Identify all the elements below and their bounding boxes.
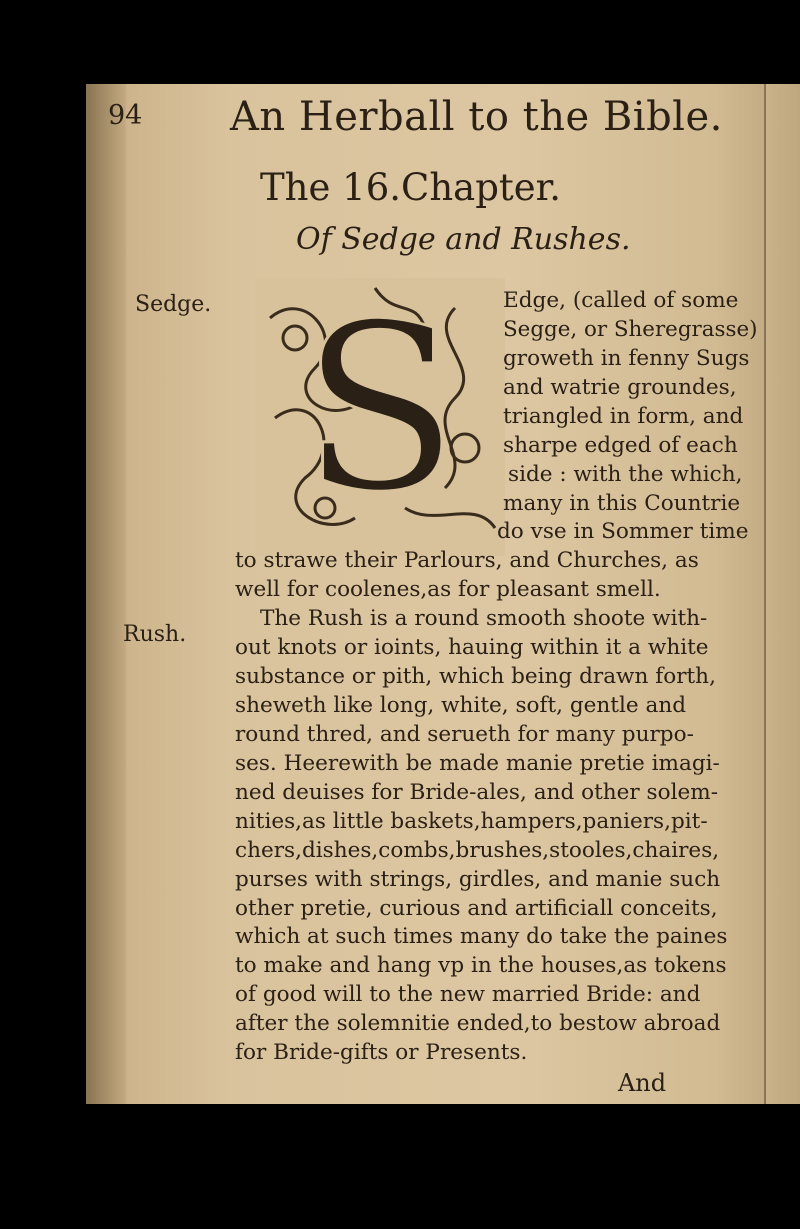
text-line: The Rush is a round smooth shoote with-: [260, 606, 708, 632]
text-line: triangled in form, and: [503, 403, 744, 429]
text-line: out knots or ioints, hauing within it a white: [235, 635, 709, 661]
text-line: other pretie, curious and artificiall conceits,: [235, 895, 718, 921]
text-line: to strawe their Parlours, and Churches, as: [235, 548, 699, 574]
page-number: 94: [108, 100, 143, 131]
adjacent-page-edge: [764, 84, 800, 1104]
text-line: do vse in Sommer time: [497, 519, 749, 545]
text-line: chers,dishes,combs,brushes,stooles,chaires,: [235, 837, 720, 863]
text-line: side : with the which,: [508, 461, 743, 487]
text-line: many in this Countrie: [503, 490, 741, 516]
text-line: Segge, or Sheregrasse): [503, 316, 758, 342]
margin-note-sedge: Sedge.: [135, 292, 212, 317]
margin-note-rush: Rush.: [123, 622, 187, 647]
chapter-title: The 16.Chapter.: [260, 166, 562, 209]
text-line: well for coolenes,as for pleasant smell.: [235, 577, 661, 603]
page-gutter: [86, 84, 126, 1104]
running-head: An Herball to the Bible.: [230, 94, 723, 140]
text-line: which at such times many do take the paines: [235, 924, 728, 950]
text-line: nities,as little baskets,hampers,paniers,pit-: [235, 808, 708, 834]
text-line: groweth in fenny Sugs: [503, 345, 750, 371]
chapter-subtitle: Of Sedge and Rushes.: [296, 222, 631, 257]
initial-letter: S: [301, 278, 459, 543]
decorated-initial-s: [255, 278, 505, 556]
text-line: ned deuises for Bride-ales, and other solem-: [235, 779, 718, 805]
text-line: round thred, and serueth for many purpo-: [235, 721, 694, 747]
text-line: and watrie groundes,: [503, 374, 737, 400]
text-line: substance or pith, which being drawn forth,: [235, 664, 716, 690]
text-line: sheweth like long, white, soft, gentle and: [235, 693, 687, 718]
text-line: of good will to the new married Bride: and: [235, 982, 701, 1008]
text-line: after the solemnitie ended,to bestow abroad: [235, 1011, 721, 1037]
text-line: purses with strings, girdles, and manie such: [235, 866, 721, 892]
catchword: And: [618, 1069, 667, 1098]
text-line: for Bride-gifts or Presents.: [235, 1040, 528, 1066]
text-line: sharpe edged of each: [503, 432, 738, 458]
text-line: Edge, (called of some: [503, 288, 739, 313]
text-line: ses. Heerewith be made manie pretie imagi-: [235, 750, 720, 776]
text-line: to make and hang vp in the houses,as tokens: [235, 953, 727, 979]
